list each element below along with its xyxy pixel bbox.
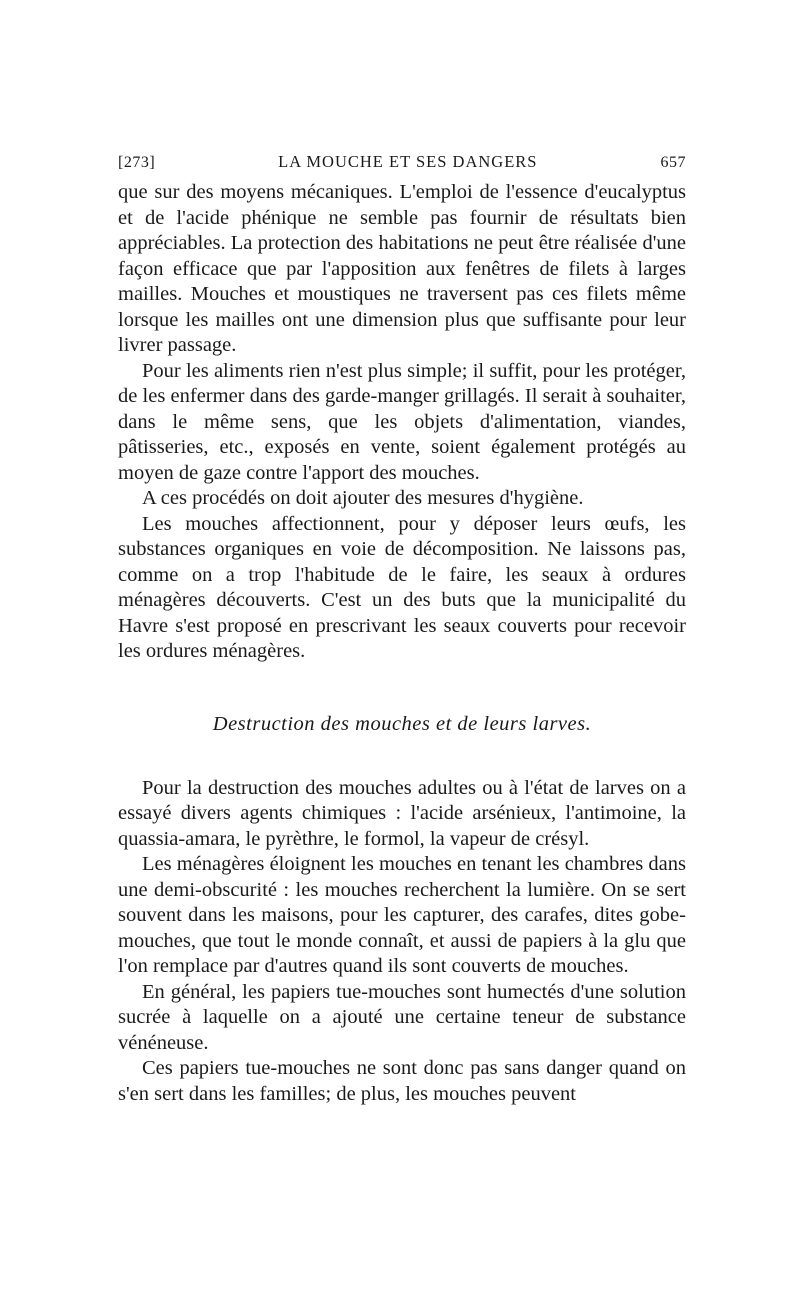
running-title: LA MOUCHE ET SES DANGERS [278,152,538,171]
paragraph: Les ménagères éloignent les mouches en tenant les chambres dans une demi-obscurité : les mouches recherchent la lumière. On se sert souvent dans les maisons, pour les capturer, des carafes, dites gobe-mouches, que tout le monde connaît, et aussi de papiers à la glu que l'on remplace par d'autres quand ils sont couverts de mouches. [118,853,686,977]
running-header [118,152,686,180]
section-heading: Destruction des mouches et de leurs larves. [212,712,592,735]
paragraph: En général, les papiers tue-mouches sont humectés d'une solution sucrée à laquelle on a ajouté une certaine teneur de substance vénéneuse. [118,980,686,1054]
paragraph: A ces procédés on doit ajouter des mesures d'hygiène. [142,487,584,509]
paragraph: Les mouches affectionnent, pour y déposer leurs œufs, les substances organiques en voie de décomposition. Ne laissons pas, comme on a trop l'habitude de le faire, les seaux à ordures ménagères découverts. C'est un des buts que la municipalité du Havre s'est proposé en prescrivant les seaux couverts pour recevoir les ordures ménagères. [118,512,686,662]
section-1-text [118,180,686,665]
section-2-text [118,776,686,1108]
paragraph: Ces papiers tue-mouches ne sont donc pas sans danger quand on s'en sert dans les familles; de plus, les mouches peuvent [118,1057,686,1105]
paragraph: que sur des moyens mécaniques. L'emploi de l'essence d'eucalyptus et de l'acide phénique ne semble pas fournir de résultats bien appréciables. La protection des habitations ne peut être réalisée d'une façon efficace que par l'apposition aux fenêtres de filets à larges mailles. Mouches et moustiques ne traversent pas ces filets même lorsque les mailles ont une dimension plus que suffisante pour leur livrer passage. [118,181,686,356]
page-number: 657 [660,154,686,171]
chapter-reference: [273] [118,154,156,171]
book-page [118,152,686,1107]
paragraph: Pour les aliments rien n'est plus simple; il suffit, pour les protéger, de les enfermer dans des garde-manger grillagés. Il serait à souhaiter, dans le même sens, que les objets d'alimentation, viandes, pâtisseries, etc., exposés en vente, soient également protégés au moyen de gaze contre l'apport des mouches. [118,359,686,484]
paragraph: Pour la destruction des mouches adultes ou à l'état de larves on a essayé divers agents chimiques : l'acide arsénieux, l'antimoine, la quassia-amara, le pyrèthre, le formol, la vapeur de crésyl. [118,776,686,850]
